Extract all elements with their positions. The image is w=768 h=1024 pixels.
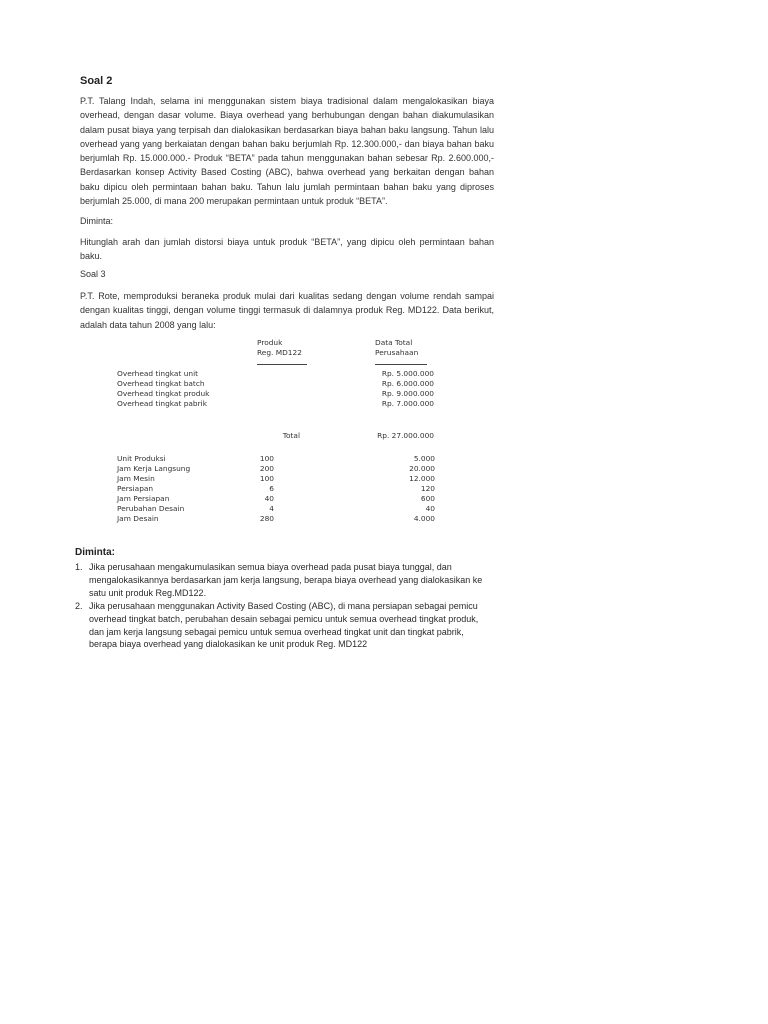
row-total-value: 600	[420, 494, 435, 503]
row-total-value: Rp. 9.000.000	[381, 389, 434, 398]
table-row	[117, 399, 457, 409]
column-product-rule	[257, 364, 307, 365]
row-label: Overhead tingkat pabrik	[117, 399, 207, 408]
column-header-total	[375, 338, 418, 357]
row-label: Perubahan Desain	[117, 504, 185, 513]
row-product-value: 200	[259, 464, 274, 473]
row-product-value: 280	[259, 514, 274, 523]
table-total-row	[117, 431, 457, 441]
column-header-total-line2: Perusahaan	[375, 347, 419, 357]
column-header-product	[257, 338, 302, 357]
row-total-value: 12.000	[409, 474, 435, 483]
row-label: Persiapan	[117, 484, 154, 493]
row-label: Overhead tingkat batch	[117, 379, 205, 388]
table-row	[117, 369, 457, 379]
table-row	[117, 514, 457, 524]
table-row	[117, 484, 457, 494]
row-total-value: 4.000	[413, 514, 435, 523]
question-number: 2.	[75, 601, 83, 611]
table-row	[117, 474, 457, 484]
row-label: Jam Desain	[117, 514, 159, 523]
soal3-paragraph: P.T. Rote, memproduksi beraneka produk mulai dari kualitas sedang dengan volume rendah sampai dengan kualitas tinggi, dengan volume tinggi termasuk di dalamnya produk Reg. MD122. Data berikut, adalah data tahun 2008 yang lalu:	[80, 291, 494, 330]
row-label: Jam Kerja Langsung	[117, 464, 191, 473]
row-label: Jam Mesin	[117, 474, 155, 483]
soal2-diminta-label: Diminta:	[80, 216, 114, 226]
question-number: 1.	[75, 562, 83, 572]
row-product-value: 4	[269, 504, 274, 513]
row-total-value: Rp. 5.000.000	[381, 369, 434, 378]
row-product-value: 100	[259, 474, 274, 483]
row-total-value: 40	[425, 504, 435, 513]
column-total-rule	[375, 364, 427, 365]
question-text: Jika perusahaan mengakumulasikan semua biaya overhead pada pusat biaya tunggal, dan mengalokasikannya berdasarkan jam kerja langsung, berapa biaya overhead yang dialokasikan ke satu unit produk Reg.MD122.	[89, 562, 483, 598]
column-header-total-line1: Data Total	[375, 338, 413, 347]
row-total-value: 5.000	[413, 454, 435, 463]
soal3-diminta-label: Diminta:	[75, 547, 115, 558]
total-value: Rp. 27.000.000	[377, 431, 434, 440]
table-row	[117, 464, 457, 474]
soal2-heading: Soal 2	[80, 75, 113, 87]
data-table	[117, 336, 457, 536]
row-product-value: 6	[269, 484, 274, 493]
table-row	[117, 454, 457, 464]
column-header-product-line2: Reg. MD122	[257, 347, 302, 357]
soal2-paragraph: P.T. Talang Indah, selama ini menggunakan sistem biaya tradisional dalam mengalokasikan biaya overhead, dengan dasar volume. Biaya overhead yang berhubungan dengan bahan diakumulasikan dalam pusat biaya yang terpisah dan dialokasikan berdasarkan biaya bahan baku langsung. Tahun lalu overhead yang yang berkaiatan dengan bahan baku berjumlah Rp. 12.300.000,- dan biaya bahan baku berjumlah Rp. 15.000.000.- Produk “BETA” pada tahun menggunakan bahan sebesar Rp. 2.600.000,- Berdasarkan konsep Activity Based Costing (ABC), bahwa overhead yang berkaitan dengan bahan baku dipicu oleh permintaan bahan baku. Tahun lalu jumlah permintaan bahan baku yang diproses berjumlah 25.000, di mana 200 merupakan permintaan untuk produk “BETA”.	[80, 96, 494, 207]
row-product-value: 100	[259, 454, 274, 463]
table-row	[117, 504, 457, 514]
table-row	[117, 389, 457, 399]
soal2-question: Hitunglah arah dan jumlah distorsi biaya untuk produk “BETA”, yang dipicu oleh permintaan bahan baku.	[80, 237, 494, 262]
row-total-value: 20.000	[409, 464, 435, 473]
row-total-value: Rp. 7.000.000	[381, 399, 434, 408]
table-row	[117, 494, 457, 504]
total-label: Total	[282, 431, 300, 440]
row-label: Overhead tingkat produk	[117, 389, 210, 398]
row-label: Unit Produksi	[117, 454, 166, 463]
row-total-value: 120	[420, 484, 435, 493]
row-total-value: Rp. 6.000.000	[381, 379, 434, 388]
row-label: Overhead tingkat unit	[117, 369, 199, 378]
table-row	[117, 379, 457, 389]
soal3-heading: Soal 3	[80, 269, 106, 279]
question-text: Jika perusahaan menggunakan Activity Based Costing (ABC), di mana persiapan sebagai pemicu overhead tingkat batch, perubahan desain sebagai pemicu untuk semua overhead tingkat produk, dan jam kerja langsung sebagai pemicu untuk semua overhead tingkat unit dan tingkat pabrik, berapa biaya overhead yang dialokasikan ke unit produk Reg. MD122	[89, 601, 479, 650]
column-header-product-line1: Produk	[257, 338, 283, 347]
row-label: Jam Persiapan	[117, 494, 170, 503]
row-product-value: 40	[264, 494, 274, 503]
